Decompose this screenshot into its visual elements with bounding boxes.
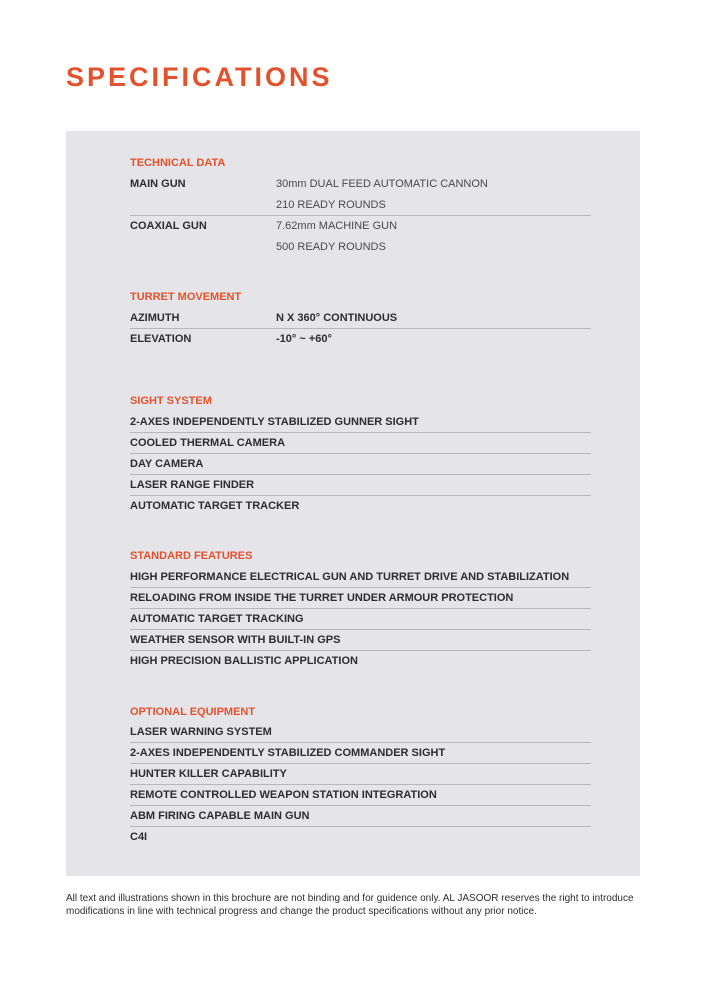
list-item xyxy=(130,827,591,848)
list-item-label: RELOADING FROM INSIDE THE TURRET UNDER ARMOUR PROTECTION xyxy=(130,592,514,604)
list-item-label: AUTOMATIC TARGET TRACKING xyxy=(130,613,304,625)
spec-value: 30mm DUAL FEED AUTOMATIC CANNON xyxy=(276,178,488,190)
spec-key: AZIMUTH xyxy=(130,312,180,324)
section-label-turret-movement: TURRET MOVEMENT xyxy=(130,291,242,303)
list-item-label: WEATHER SENSOR WITH BUILT-IN GPS xyxy=(130,634,341,646)
spec-value: N X 360° CONTINUOUS xyxy=(276,312,398,324)
list-item-label: HIGH PRECISION BALLISTIC APPLICATION xyxy=(130,655,358,667)
list-item-label: REMOTE CONTROLLED WEAPON STATION INTEGRATION xyxy=(130,789,437,801)
section-label-optional-equipment: OPTIONAL EQUIPMENT xyxy=(130,706,256,718)
list-item xyxy=(130,806,591,827)
disclaimer-text: All text and illustrations shown in this brochure are not binding and for guidence only. AL JASOOR reserves the right to introduce modifications in line with technical progress and change the product specifications without any prior notice. xyxy=(66,893,634,917)
list-item-label: HUNTER KILLER CAPABILITY xyxy=(130,768,287,780)
list-item xyxy=(130,785,591,806)
list-item-label: LASER WARNING SYSTEM xyxy=(130,726,272,738)
spec-value: -10° ~ +60° xyxy=(276,333,332,345)
list-item xyxy=(130,630,591,651)
section-label-sight-system: SIGHT SYSTEM xyxy=(130,395,212,407)
section-label-technical-data: TECHNICAL DATA xyxy=(130,157,226,169)
list-item xyxy=(130,433,591,454)
list-item-label: AUTOMATIC TARGET TRACKER xyxy=(130,500,300,512)
list-item-label: ABM FIRING CAPABLE MAIN GUN xyxy=(130,810,310,822)
spec-row-coaxial-gun xyxy=(130,216,591,237)
spec-row-azimuth xyxy=(130,308,591,329)
list-item xyxy=(130,651,591,672)
list-item-label: 2-AXES INDEPENDENTLY STABILIZED GUNNER SIGHT xyxy=(130,416,419,428)
page-title: SPECIFICATIONS xyxy=(66,62,333,92)
list-item xyxy=(130,454,591,475)
spec-row-elevation xyxy=(130,329,591,350)
list-item xyxy=(130,567,591,588)
spec-value: 210 READY ROUNDS xyxy=(276,199,386,211)
list-item xyxy=(130,764,591,785)
spec-key: ELEVATION xyxy=(130,333,192,345)
list-item-label: C4I xyxy=(130,831,148,843)
list-item xyxy=(130,722,591,743)
list-item-label: LASER RANGE FINDER xyxy=(130,479,255,491)
spec-key: COAXIAL GUN xyxy=(130,220,207,232)
list-item-label: DAY CAMERA xyxy=(130,458,204,470)
list-item-label: COOLED THERMAL CAMERA xyxy=(130,437,286,449)
list-item-label: HIGH PERFORMANCE ELECTRICAL GUN AND TURRET DRIVE AND STABILIZATION xyxy=(130,571,570,583)
list-item xyxy=(130,496,591,517)
list-item xyxy=(130,412,591,433)
spec-row-main-gun xyxy=(130,174,591,195)
list-item xyxy=(130,609,591,630)
list-item-label: 2-AXES INDEPENDENTLY STABILIZED COMMANDER SIGHT xyxy=(130,747,446,759)
list-item xyxy=(130,743,591,764)
list-item xyxy=(130,475,591,496)
spec-row-coaxial-gun-2 xyxy=(130,237,591,258)
spec-row-main-gun-2 xyxy=(130,195,591,216)
list-item xyxy=(130,588,591,609)
spec-key: MAIN GUN xyxy=(130,178,186,190)
spec-value: 7.62mm MACHINE GUN xyxy=(276,220,398,232)
spec-value: 500 READY ROUNDS xyxy=(276,241,386,253)
section-label-standard-features: STANDARD FEATURES xyxy=(130,550,253,562)
